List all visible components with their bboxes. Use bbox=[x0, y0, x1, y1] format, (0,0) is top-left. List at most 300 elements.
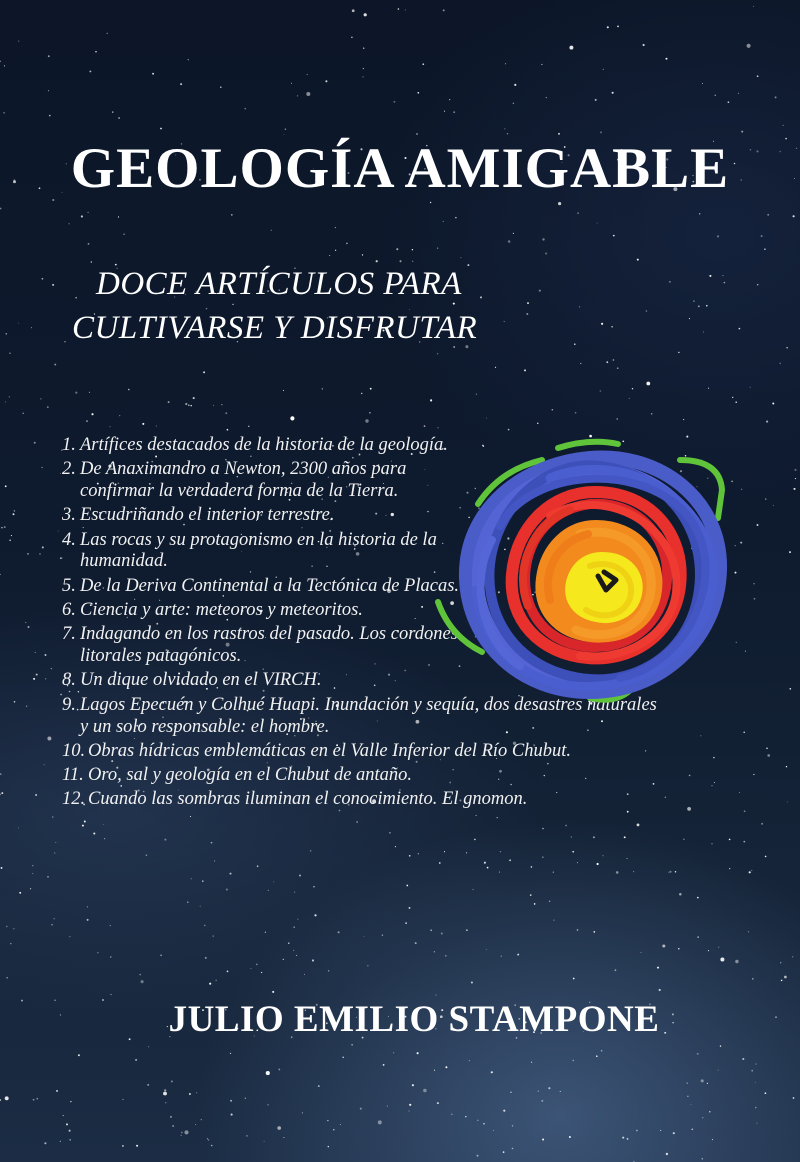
star bbox=[307, 74, 308, 75]
star bbox=[662, 944, 665, 947]
star bbox=[135, 1059, 137, 1061]
star bbox=[558, 202, 561, 205]
star bbox=[573, 1060, 574, 1061]
star bbox=[146, 854, 148, 856]
star bbox=[351, 1044, 353, 1046]
star bbox=[60, 1141, 61, 1142]
star bbox=[333, 1129, 334, 1130]
star bbox=[290, 416, 294, 420]
star bbox=[69, 936, 70, 937]
star bbox=[437, 353, 438, 354]
star bbox=[110, 925, 111, 926]
star bbox=[430, 399, 432, 401]
star bbox=[612, 92, 614, 94]
contents-item bbox=[62, 530, 460, 576]
star bbox=[473, 889, 474, 890]
star bbox=[643, 44, 645, 46]
star bbox=[225, 412, 227, 414]
star bbox=[691, 1104, 692, 1105]
star bbox=[659, 989, 661, 991]
star bbox=[451, 1114, 453, 1116]
star bbox=[44, 764, 45, 765]
star bbox=[335, 227, 336, 228]
star bbox=[227, 971, 229, 973]
star bbox=[715, 95, 716, 96]
star bbox=[406, 885, 408, 887]
contents-text: De la Deriva Continental a la Tectónica de Placas. bbox=[80, 575, 460, 596]
star bbox=[226, 889, 228, 891]
star bbox=[327, 1120, 328, 1121]
star bbox=[702, 1117, 703, 1118]
contents-text: Lagos Epecuén y Colhué Huapi. Inundación y sequía, dos desastres naturales y un solo responsable: el hombre. bbox=[80, 694, 657, 737]
star bbox=[141, 980, 144, 983]
star bbox=[702, 1158, 704, 1160]
star bbox=[104, 838, 105, 839]
contents-text: Oro, sal y geología en el Chubut de antaño. bbox=[88, 765, 413, 786]
star bbox=[793, 488, 795, 490]
star bbox=[697, 936, 698, 937]
star bbox=[87, 919, 89, 921]
star bbox=[740, 542, 742, 544]
star bbox=[575, 412, 577, 414]
star bbox=[139, 974, 141, 976]
star bbox=[267, 1104, 268, 1105]
star bbox=[552, 409, 554, 411]
star bbox=[171, 1080, 173, 1082]
star bbox=[172, 1125, 174, 1127]
star bbox=[646, 382, 650, 386]
star bbox=[122, 1145, 124, 1147]
star bbox=[732, 397, 733, 398]
star bbox=[33, 678, 35, 680]
star bbox=[306, 92, 310, 96]
star bbox=[773, 505, 774, 506]
star bbox=[207, 1138, 208, 1139]
star bbox=[761, 823, 763, 825]
star bbox=[360, 1108, 362, 1110]
book-title: GEOLOGÍA AMIGABLE bbox=[70, 137, 730, 200]
star bbox=[637, 824, 640, 827]
star bbox=[436, 995, 437, 996]
star bbox=[396, 248, 398, 250]
star bbox=[367, 965, 368, 966]
star bbox=[613, 235, 615, 237]
star bbox=[398, 8, 400, 10]
star bbox=[152, 73, 154, 75]
star bbox=[11, 535, 12, 536]
star bbox=[47, 737, 51, 741]
star bbox=[794, 469, 796, 471]
star bbox=[58, 531, 59, 532]
star bbox=[531, 866, 533, 868]
star bbox=[720, 1045, 721, 1046]
star bbox=[706, 305, 708, 307]
star bbox=[283, 959, 284, 960]
star bbox=[720, 958, 724, 962]
star bbox=[526, 313, 528, 315]
star bbox=[5, 1096, 9, 1100]
star bbox=[277, 1126, 281, 1130]
star bbox=[477, 1120, 478, 1121]
star bbox=[546, 97, 547, 98]
star bbox=[261, 972, 262, 973]
star bbox=[632, 388, 633, 389]
star bbox=[780, 962, 781, 963]
star bbox=[767, 754, 770, 757]
star bbox=[741, 131, 743, 133]
subtitle-line-2: CULTIVARSE Y DISFRUTAR bbox=[72, 310, 478, 346]
star bbox=[264, 1141, 265, 1142]
star bbox=[6, 333, 7, 334]
star bbox=[580, 363, 581, 364]
star bbox=[455, 217, 457, 219]
star bbox=[666, 1153, 668, 1155]
star bbox=[548, 1087, 550, 1089]
star bbox=[707, 1083, 708, 1084]
star bbox=[549, 900, 551, 902]
star bbox=[795, 478, 796, 479]
star bbox=[669, 871, 671, 873]
star bbox=[293, 926, 295, 928]
star bbox=[211, 842, 213, 844]
star bbox=[25, 622, 26, 623]
star bbox=[272, 991, 274, 993]
star bbox=[697, 897, 699, 899]
star bbox=[229, 873, 231, 875]
contents-number: 12. bbox=[62, 789, 86, 810]
star bbox=[66, 1123, 68, 1125]
star bbox=[147, 1084, 149, 1086]
star bbox=[538, 1091, 539, 1092]
star bbox=[509, 859, 511, 861]
star bbox=[35, 794, 37, 796]
star bbox=[722, 275, 723, 276]
star bbox=[444, 851, 445, 852]
star bbox=[170, 1116, 172, 1118]
star bbox=[534, 903, 536, 905]
star bbox=[453, 111, 455, 113]
star bbox=[97, 952, 98, 953]
star bbox=[712, 1139, 713, 1140]
star bbox=[356, 821, 358, 823]
star bbox=[596, 1055, 598, 1057]
contents-item bbox=[62, 765, 662, 789]
star bbox=[741, 489, 742, 490]
star bbox=[9, 352, 11, 354]
star bbox=[245, 1097, 247, 1099]
star bbox=[35, 652, 36, 653]
star bbox=[39, 553, 41, 555]
star bbox=[5, 401, 6, 402]
star bbox=[500, 851, 501, 852]
star bbox=[387, 1106, 388, 1107]
star bbox=[514, 84, 516, 86]
star bbox=[577, 212, 578, 213]
star bbox=[190, 405, 192, 407]
star bbox=[296, 955, 297, 956]
star bbox=[293, 950, 294, 951]
star bbox=[495, 367, 496, 368]
star bbox=[200, 906, 201, 907]
star bbox=[13, 928, 14, 929]
star bbox=[136, 1145, 138, 1147]
star bbox=[542, 238, 544, 240]
star bbox=[19, 892, 21, 894]
star bbox=[32, 873, 33, 874]
star bbox=[69, 1130, 71, 1132]
star bbox=[213, 405, 214, 406]
star bbox=[611, 326, 613, 328]
star bbox=[527, 302, 529, 304]
contents-text: Artífices destacados de la historia de la geología. bbox=[80, 435, 448, 455]
star bbox=[88, 243, 90, 245]
star bbox=[675, 871, 677, 873]
star bbox=[486, 949, 487, 950]
star bbox=[764, 248, 766, 250]
star bbox=[744, 810, 746, 812]
star bbox=[231, 214, 233, 216]
star bbox=[445, 1066, 447, 1068]
star bbox=[346, 243, 348, 245]
star bbox=[0, 773, 1, 774]
star bbox=[89, 70, 91, 72]
star bbox=[703, 332, 704, 333]
star bbox=[1, 792, 3, 794]
star bbox=[602, 855, 603, 856]
star bbox=[110, 994, 111, 995]
star bbox=[565, 825, 567, 827]
star bbox=[209, 983, 211, 985]
star bbox=[32, 865, 33, 866]
star bbox=[0, 60, 1, 62]
star bbox=[640, 952, 641, 953]
star bbox=[3, 112, 5, 114]
star bbox=[775, 96, 777, 98]
star bbox=[156, 426, 157, 427]
star bbox=[142, 423, 144, 425]
star bbox=[437, 427, 438, 428]
contents-number: 3. bbox=[62, 505, 76, 526]
star bbox=[597, 863, 599, 865]
star bbox=[89, 392, 90, 393]
star bbox=[755, 1107, 757, 1109]
star bbox=[792, 956, 793, 957]
star bbox=[257, 865, 259, 867]
star bbox=[697, 1053, 699, 1055]
star bbox=[41, 467, 42, 468]
star bbox=[753, 583, 754, 584]
star bbox=[363, 936, 364, 937]
star bbox=[329, 255, 330, 256]
star bbox=[36, 1098, 38, 1100]
star bbox=[393, 1052, 394, 1053]
star bbox=[214, 860, 215, 861]
star bbox=[460, 257, 461, 258]
star bbox=[190, 816, 191, 817]
book-subtitle bbox=[72, 262, 477, 350]
star bbox=[698, 305, 700, 307]
star bbox=[660, 1130, 661, 1131]
star bbox=[208, 1139, 210, 1141]
star bbox=[82, 825, 84, 827]
star bbox=[93, 832, 95, 834]
star bbox=[577, 929, 579, 931]
star bbox=[304, 974, 305, 975]
star bbox=[579, 306, 580, 307]
star bbox=[47, 876, 48, 877]
star bbox=[271, 230, 272, 231]
star bbox=[779, 363, 781, 365]
star bbox=[148, 1046, 149, 1047]
star bbox=[753, 774, 754, 775]
star bbox=[691, 1128, 693, 1130]
star bbox=[709, 275, 711, 277]
star bbox=[517, 954, 519, 956]
star bbox=[188, 405, 189, 406]
star bbox=[409, 907, 411, 909]
star bbox=[437, 247, 438, 248]
star bbox=[60, 473, 61, 474]
star bbox=[739, 328, 741, 330]
star bbox=[434, 951, 435, 952]
star bbox=[434, 1070, 435, 1071]
star bbox=[220, 87, 221, 88]
star bbox=[765, 856, 767, 858]
star bbox=[627, 858, 628, 859]
star bbox=[14, 701, 16, 703]
star bbox=[755, 1082, 756, 1083]
star bbox=[322, 388, 323, 389]
star bbox=[246, 1135, 248, 1137]
star bbox=[299, 875, 301, 877]
star bbox=[772, 403, 774, 405]
star bbox=[617, 26, 619, 28]
star bbox=[40, 398, 41, 399]
star bbox=[493, 1130, 494, 1131]
star bbox=[613, 359, 615, 361]
star bbox=[600, 131, 602, 133]
star bbox=[110, 956, 111, 957]
star bbox=[297, 95, 298, 96]
star bbox=[735, 401, 737, 403]
contents-item bbox=[62, 789, 662, 813]
star bbox=[476, 394, 477, 395]
star bbox=[423, 1089, 427, 1093]
star bbox=[205, 957, 207, 959]
star bbox=[683, 839, 684, 840]
star bbox=[757, 524, 759, 526]
star bbox=[189, 1093, 191, 1095]
star bbox=[164, 1089, 166, 1091]
star bbox=[646, 310, 648, 312]
star bbox=[5, 485, 7, 487]
star bbox=[395, 846, 396, 847]
star bbox=[751, 870, 752, 871]
star bbox=[606, 361, 608, 363]
star bbox=[629, 398, 630, 399]
star bbox=[26, 706, 27, 707]
star bbox=[256, 964, 258, 966]
star bbox=[201, 1119, 202, 1120]
star bbox=[382, 934, 383, 935]
contents-item bbox=[62, 624, 460, 670]
star bbox=[416, 133, 418, 135]
star bbox=[665, 797, 667, 799]
star bbox=[560, 1091, 561, 1092]
star bbox=[268, 890, 269, 891]
star bbox=[109, 426, 110, 427]
star bbox=[27, 553, 28, 554]
star bbox=[364, 13, 367, 16]
star bbox=[486, 418, 487, 419]
star bbox=[513, 233, 514, 234]
star bbox=[504, 128, 505, 129]
star bbox=[738, 93, 739, 94]
star bbox=[278, 1068, 280, 1070]
star bbox=[405, 9, 406, 10]
star bbox=[687, 807, 691, 811]
star bbox=[18, 323, 19, 324]
contents-text: Cuando las sombras iluminan el conocimiento. El gnomon. bbox=[88, 789, 528, 810]
star bbox=[466, 852, 467, 853]
star bbox=[729, 839, 731, 841]
star bbox=[216, 980, 217, 981]
star bbox=[600, 390, 602, 392]
star bbox=[542, 856, 543, 857]
star bbox=[302, 1112, 303, 1113]
star bbox=[784, 976, 787, 979]
star bbox=[265, 932, 266, 933]
star bbox=[288, 943, 289, 944]
star bbox=[683, 419, 684, 420]
star bbox=[545, 252, 547, 254]
star bbox=[412, 249, 413, 250]
star bbox=[193, 397, 195, 399]
star bbox=[34, 442, 36, 444]
contents-text: Ciencia y arte: meteoros y meteoritos. bbox=[80, 600, 363, 621]
star bbox=[539, 290, 541, 292]
star bbox=[712, 785, 713, 786]
contents-number: 2. bbox=[62, 459, 76, 480]
star bbox=[701, 1079, 704, 1082]
star bbox=[160, 128, 162, 130]
star bbox=[513, 103, 514, 104]
contents-number: 11. bbox=[62, 765, 84, 786]
star bbox=[702, 83, 703, 84]
contents-text: Indagando en los rastros del pasado. Los cordones litorales patagónicos. bbox=[80, 624, 458, 667]
star bbox=[122, 1099, 123, 1100]
star bbox=[68, 223, 69, 224]
star bbox=[378, 1120, 382, 1124]
star bbox=[389, 832, 391, 834]
star bbox=[335, 250, 336, 251]
star bbox=[766, 421, 768, 423]
star bbox=[669, 281, 671, 283]
star bbox=[465, 1116, 467, 1118]
star bbox=[483, 1123, 485, 1125]
star bbox=[574, 343, 576, 345]
star bbox=[504, 321, 505, 322]
star bbox=[616, 871, 619, 874]
star bbox=[603, 69, 604, 70]
star bbox=[45, 678, 46, 679]
star bbox=[196, 1092, 197, 1093]
star bbox=[689, 318, 690, 319]
star bbox=[42, 546, 44, 548]
star bbox=[601, 1050, 603, 1052]
star bbox=[230, 1100, 232, 1102]
contents-item bbox=[62, 670, 460, 694]
